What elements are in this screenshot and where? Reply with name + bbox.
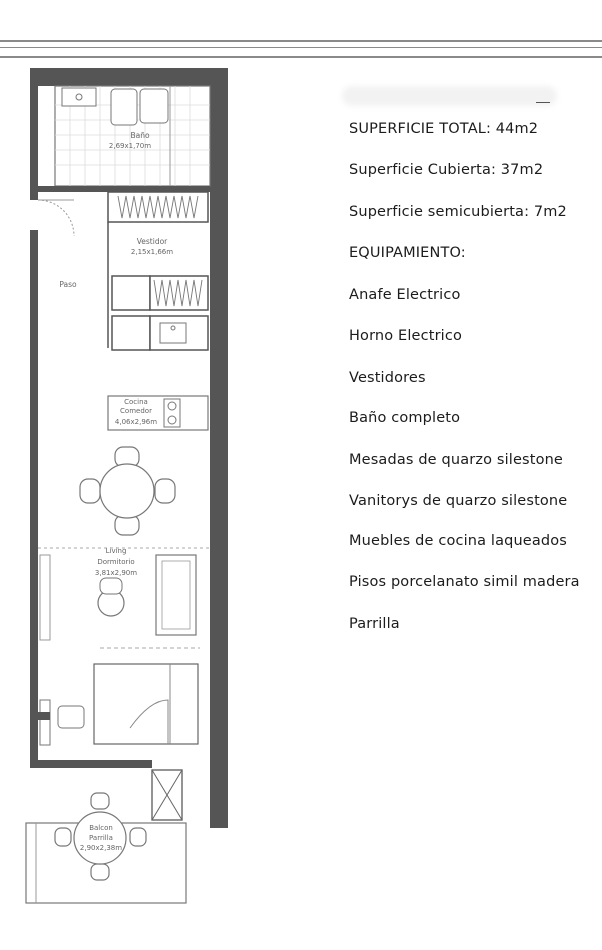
spec-equipamiento-heading: EQUIPAMIENTO: [349,245,466,261]
title-dash [536,102,550,103]
room-label-bano: Baño [130,131,150,140]
spec-horno: Horno Electrico [349,328,463,344]
room-label-dormitorio: Dormitorio [97,558,135,566]
room-dims-balcon: 2,90x2,38m [79,844,123,852]
cooktop-icon [164,399,180,427]
room-label-balcon: Balcon [89,824,113,832]
room-dims-living: 3,81x2,90m [94,569,138,577]
desk-icon [38,700,84,745]
kitchen [108,316,208,430]
bathroom [55,86,210,186]
spec-vestidores: Vestidores [349,370,426,386]
bed-icon [94,664,198,744]
living-area [40,547,200,648]
balcony [26,770,186,903]
spec-pisos: Pisos porcelanato simil madera [349,574,580,590]
spec-mesadas: Mesadas de quarzo silestone [349,452,563,468]
spec-vanitorys: Vanitorys de quarzo silestone [349,493,568,509]
spec-anafe: Anafe Electrico [349,287,461,303]
room-label-vestidor: Vestidor [136,237,168,246]
room-label-paso: Paso [59,280,77,289]
spec-muebles: Muebles de cocina laqueados [349,533,567,549]
bidet-icon [140,89,168,123]
partition-wall [38,186,210,192]
shelf-icon [40,555,50,640]
door-swing-icon [38,200,74,236]
room-dims-bano: 2,69x1,70m [108,142,152,150]
dining-table-icon [80,447,175,535]
room-dims-cocina: 4,06x2,96m [114,418,158,426]
room-dims-vestidor: 2,15x1,66m [130,248,174,256]
room-label-cocina: Cocina [124,398,148,406]
room-label-parrilla: Parrilla [89,834,113,842]
spec-parrilla: Parrilla [349,616,400,632]
spec-superficie-cubierta: Superficie Cubierta: 37m2 [349,162,544,178]
spec-bano: Baño completo [349,410,461,426]
spec-superficie-semicubierta: Superficie semicubierta: 7m2 [349,204,567,220]
vanity-icon [62,88,96,106]
blurred-title [342,86,557,106]
room-label-living: Living [105,547,127,555]
room-label-comedor: Comedor [120,407,152,415]
spec-superficie-total: SUPERFICIE TOTAL: 44m2 [349,121,539,137]
toilet-icon [111,89,137,125]
